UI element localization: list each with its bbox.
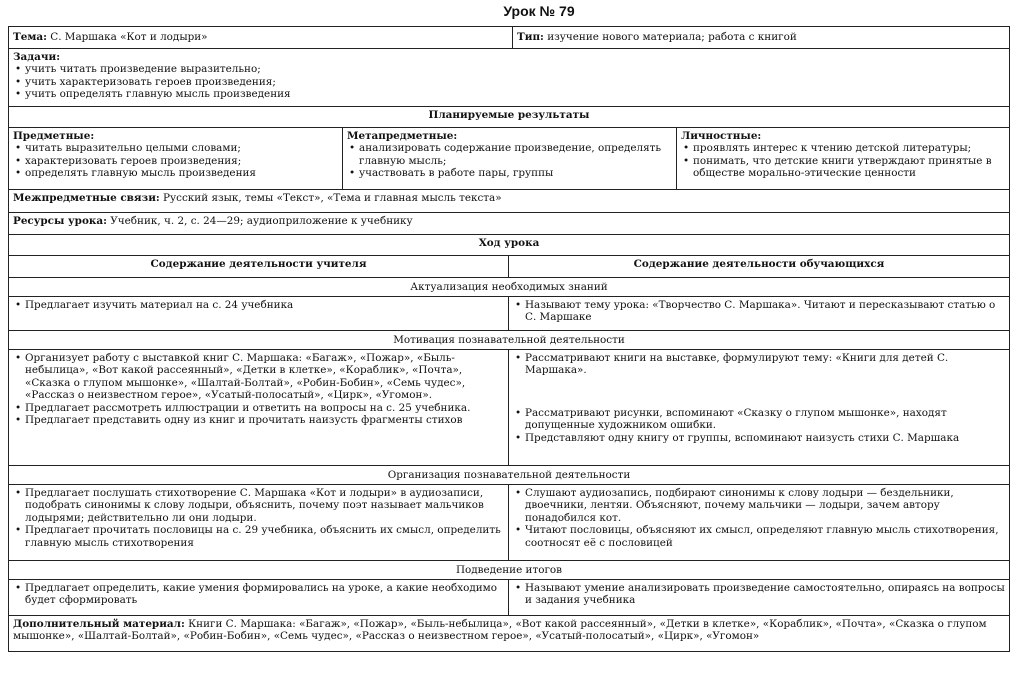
meta-results-cell	[343, 128, 677, 190]
list-item: • учить читать произведение выразительно;	[13, 63, 1005, 75]
list-item: • понимать, что детские книги утверждают принятые в обществе морально-этические ценности	[681, 155, 1005, 180]
list-item: • Называют умение анализировать произведение самостоятельно, опираясь на вопросы и задания учебника	[513, 582, 1005, 607]
type-value: изучение нового материала; работа с книгой	[547, 31, 797, 43]
list-item: • Организует работу с выставкой книг С. Маршака: «Багаж», «Пожар», «Быль-небылица», «Вот какой рассеянный», «Детки в клетке», «Кораблик», «Почта», «Сказка о глупом мышонке», «Шалтай-Болтай», «Робин-Бобин», «Семь чудес», «Рассказ о неизвестном герое», «Усатый-полосатый», «Цирк», «Угомон».	[13, 352, 504, 402]
resources-label: Ресурсы урока:	[13, 215, 107, 227]
tasks-list	[13, 63, 1005, 100]
interdisciplinary-value: Русский язык, темы «Текст», «Тема и главная мысль текста»	[163, 192, 502, 204]
interdisciplinary-cell	[9, 190, 1010, 213]
list-item: • учить характеризовать героев произведения;	[13, 76, 1005, 88]
personal-results-cell	[677, 128, 1010, 190]
course-table	[8, 234, 1010, 652]
stage-title: Мотивация познавательной деятельности	[9, 331, 1010, 350]
type-label: Тип:	[517, 31, 544, 43]
list-item: • Предлагает рассмотреть иллюстрации и ответить на вопросы на с. 25 учебника.	[13, 402, 504, 414]
list-item: • Предлагает определить, какие умения формировались на уроке, а какие необходимо будет сформировать	[13, 582, 504, 607]
topic-cell	[9, 27, 513, 49]
resources-cell	[9, 213, 1010, 235]
course-title: Ход урока	[9, 235, 1010, 256]
list-item: • читать выразительно целыми словами;	[13, 142, 338, 154]
list-item: • Предлагает послушать стихотворение С. Маршака «Кот и лодыри» в аудиозаписи, подобрать синонимы к слову лодыри, объяснить, почему поэт называет мальчиков лодырями; действительно ли они лодыри.	[13, 487, 504, 524]
students-header: Содержание деятельности обучающихся	[509, 256, 1010, 278]
list-item: • Предлагает изучить материал на с. 24 учебника	[13, 299, 504, 311]
subject-label: Предметные:	[13, 130, 95, 142]
main-table	[8, 48, 1010, 235]
list-item: • анализировать содержание произведение, определять главную мысль;	[347, 142, 672, 167]
stage-title: Организация познавательной деятельности	[9, 466, 1010, 485]
stage-title: Актуализация необходимых знаний	[9, 278, 1010, 297]
meta-label: Метапредметные:	[347, 130, 458, 142]
stage-title: Подведение итогов	[9, 561, 1010, 580]
list-item: • Рассматривают рисунки, вспоминают «Сказку о глупом мышонке», находят допущенные художником ошибки.	[513, 407, 1005, 432]
teacher-cell	[9, 580, 509, 616]
teacher-cell	[9, 350, 509, 466]
type-cell	[513, 27, 1010, 49]
topic-label: Тема:	[13, 31, 47, 43]
resources-value: Учебник, ч. 2, с. 24—29; аудиоприложение к учебнику	[110, 215, 413, 227]
list-item: • Читают пословицы, объясняют их смысл, определяют главную мысль стихотворения, соотносят её с пословицей	[513, 524, 1005, 549]
additional-value: Книги С. Маршака: «Багаж», «Пожар», «Быль-небылица», «Вот какой рассеянный», «Детки в клетке», «Кораблик», «Почта», «Сказка о глупом мышонке», «Шалтай-Болтай», «Робин-Бобин», «Семь чудес», «Рассказ о неизвестном герое», «Усатый-полосатый», «Цирк», «Угомон»	[13, 618, 987, 643]
topic-value: С. Маршака «Кот и лодыри»	[50, 31, 208, 43]
additional-label: Дополнительный материал:	[13, 618, 185, 630]
tasks-label: Задачи:	[13, 51, 61, 63]
list-item: • Рассматривают книги на выставке, формулируют тему: «Книги для детей С. Маршака».	[513, 352, 1005, 377]
list-item: • учить определять главную мысль произведения	[13, 88, 1005, 100]
teacher-header: Содержание деятельности учителя	[9, 256, 509, 278]
list-item: • проявлять интерес к чтению детской литературы;	[681, 142, 1005, 154]
teacher-cell	[9, 485, 509, 561]
subject-results-cell	[9, 128, 343, 190]
students-cell	[509, 580, 1010, 616]
list-item: • характеризовать героев произведения;	[13, 155, 338, 167]
list-item: • Называют тему урока: «Творчество С. Маршака». Читают и пересказывают статью о С. Маршаке	[513, 299, 1005, 324]
list-item: • Предлагает прочитать пословицы на с. 29 учебника, объяснить их смысл, определить главную мысль стихотворения	[13, 524, 504, 549]
interdisciplinary-label: Межпредметные связи:	[13, 192, 160, 204]
teacher-cell	[9, 297, 509, 331]
additional-cell	[9, 616, 1010, 652]
students-cell	[509, 485, 1010, 561]
students-cell	[509, 297, 1010, 331]
list-item: • участвовать в работе пары, группы	[347, 167, 672, 179]
tasks-cell	[9, 49, 1010, 107]
students-cell	[509, 350, 1010, 466]
list-item: • Слушают аудиозапись, подбирают синонимы к слову лодыри — бездельники, двоечники, лентяи. Объясняют, почему мальчики — лодыри, зачем автору понадобился кот.	[513, 487, 1005, 524]
list-item: • Представляют одну книгу от группы, вспоминают наизусть стихи С. Маршака	[513, 432, 1005, 444]
list-item: • определять главную мысль произведения	[13, 167, 338, 179]
lesson-title: Урок № 79	[503, 3, 575, 19]
list-item: • Предлагает представить одну из книг и прочитать наизусть фрагменты стихов	[13, 414, 504, 426]
personal-label: Личностные:	[681, 130, 762, 142]
planned-title: Планируемые результаты	[9, 107, 1010, 128]
header-table	[8, 26, 1010, 49]
